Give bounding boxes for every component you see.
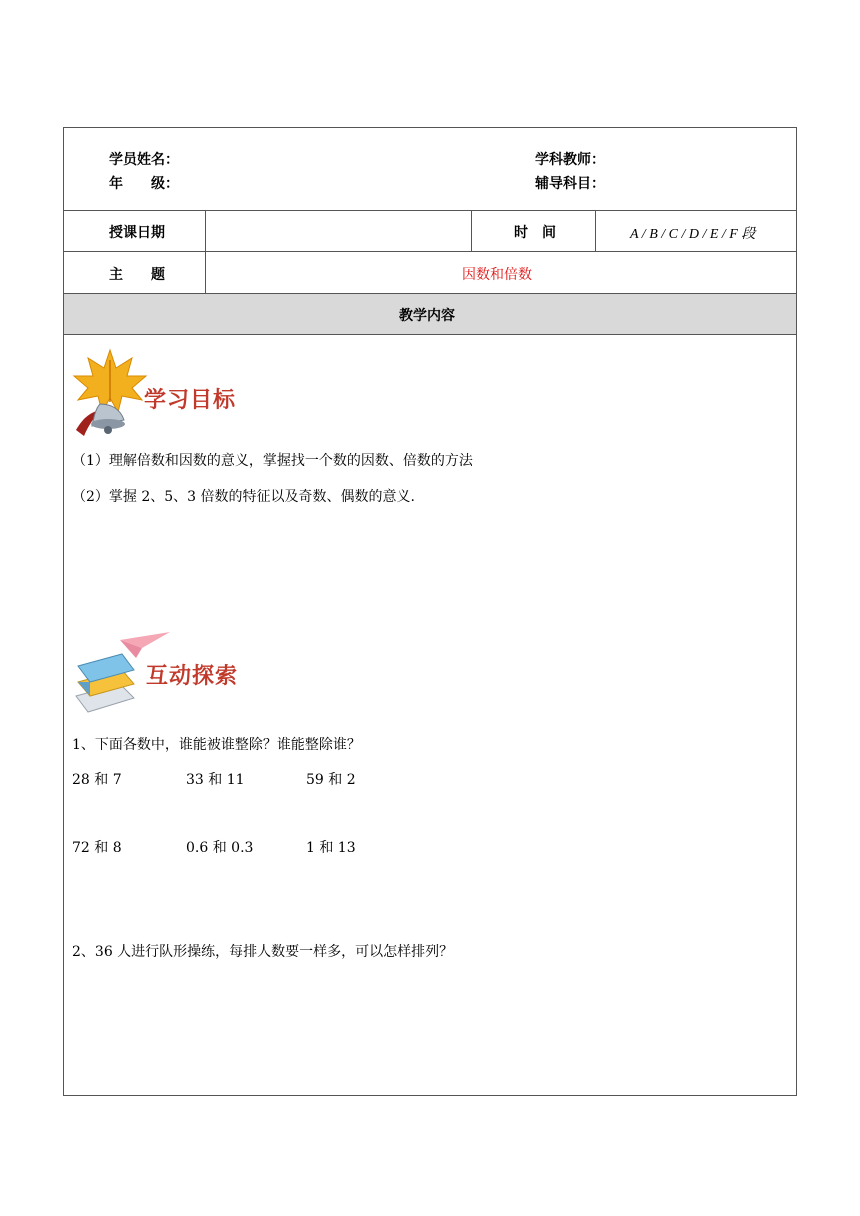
pair-item: 33 和 11: [186, 772, 245, 788]
student-name-label: 学员姓名：: [109, 152, 179, 168]
question-1: 1、下面各数中，谁能被谁整除？谁能整除谁？: [72, 737, 361, 753]
time-slot-value: A / B / C / D / E / F 段: [630, 227, 756, 242]
topic-value: 因数和倍数: [462, 267, 532, 283]
objective-line-1: （1）理解倍数和因数的意义，掌握找一个数的因数、倍数的方法: [72, 453, 473, 469]
pair-item: 28 和 7: [72, 772, 122, 788]
pair-item: 1 和 13: [306, 840, 356, 856]
date-label: 授课日期: [109, 225, 165, 241]
maple-bell-icon: [70, 346, 150, 438]
section1-banner-title: 学习目标: [144, 388, 237, 413]
topic-label: 主 题: [109, 267, 165, 283]
divider: [595, 210, 596, 251]
teacher-label: 学科教师：: [535, 152, 605, 168]
divider: [64, 334, 796, 335]
lesson-sheet: [63, 127, 797, 1096]
pair-item: 59 和 2: [306, 772, 356, 788]
divider: [471, 210, 472, 251]
divider: [64, 293, 796, 294]
subject-label: 辅导科目：: [535, 176, 605, 192]
objective-line-2: （2）掌握 2、5、3 倍数的特征以及奇数、偶数的意义.: [72, 489, 415, 505]
content-header: 教学内容: [399, 308, 455, 324]
grade-label: 年 级：: [109, 176, 179, 192]
question-2: 2、36 人进行队形操练，每排人数要一样多，可以怎样排列？: [72, 944, 454, 960]
time-label: 时 间: [514, 225, 556, 241]
pair-item: 72 和 8: [72, 840, 122, 856]
divider: [64, 251, 796, 252]
divider: [64, 210, 796, 211]
pair-item: 0.6 和 0.3: [186, 840, 254, 856]
section2-banner-title: 互动探索: [146, 664, 239, 689]
